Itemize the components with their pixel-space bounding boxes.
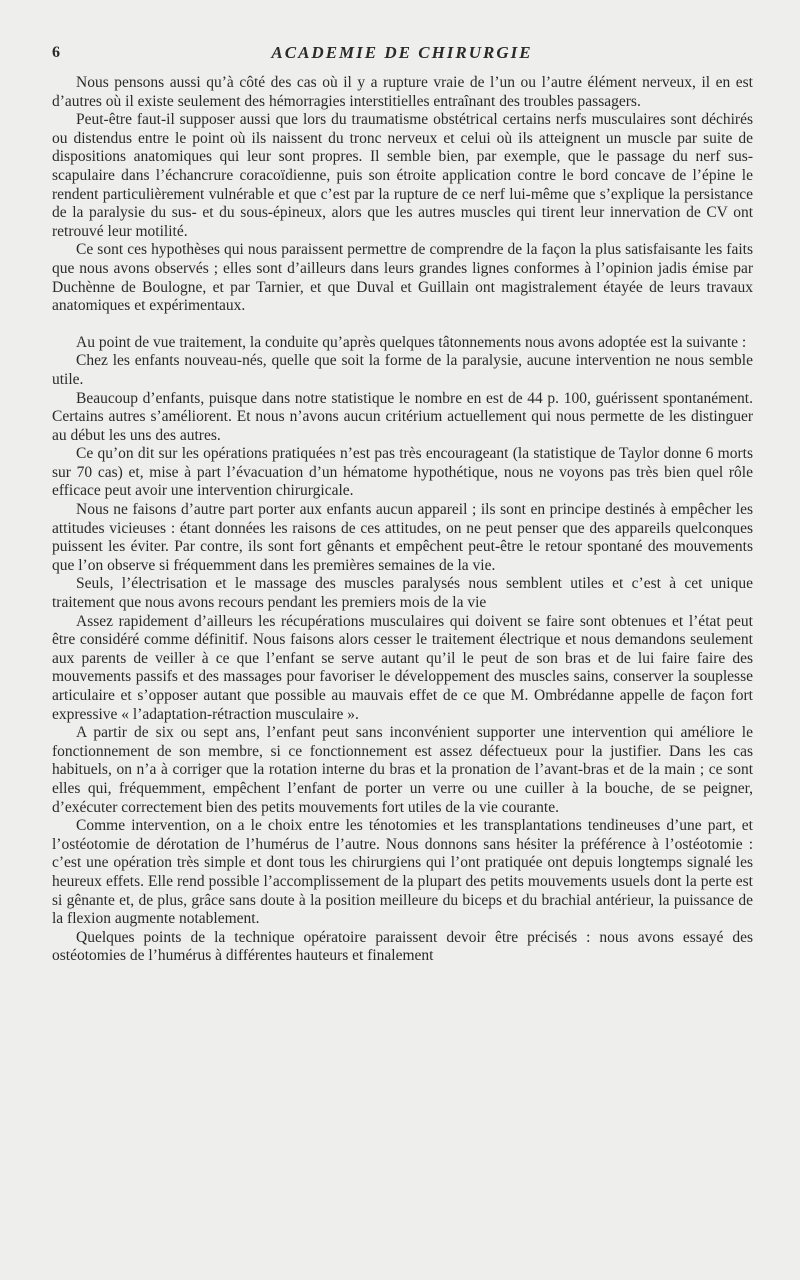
running-title: ACADEMIE DE CHIRURGIE: [271, 43, 533, 62]
paragraph: Seuls, l’électrisation et le massage des muscles paralysés nous semblent utiles et c’est à cet unique traitement que nous avons recours pendant les premiers mois de la vie: [52, 575, 753, 612]
paragraph: Chez les enfants nouveau-nés, quelle que soit la forme de la paralysie, aucune intervention ne nous semble utile.: [52, 352, 753, 388]
paragraph: Au point de vue traitement, la conduite qu’après quelques tâtonnements nous avons adoptée est la suivante :: [76, 333, 747, 351]
page-header: [52, 40, 752, 66]
paragraph: Comme intervention, on a le choix entre les ténotomies et les transplantations tendineuses d’une part, et l’ostéotomie de dérotation de l’humérus de l’autre. Nous donnons sans hésiter la préférence à l’ostéotomie : c’est une opération très simple et dont tous les chirurgiens qui l’ont pratiquée ont depuis longtemps signalé les heureux effets. Elle rend possible l’accomplissement de la plupart des petits mouvements usuels dont la perte est si gênante et, de plus, grâce sans doute à la position meilleure du biceps et du brachial antérieur, la puissance de la flexion augmente notablement.: [52, 817, 753, 928]
paragraph: Ce sont ces hypothèses qui nous paraissent permettre de comprendre de la façon la plus satisfaisante les faits que nous avons observés ; elles sont d’ailleurs dans leurs grandes lignes conformes à l’opinion jadis émise par Duchènne de Boulogne, et par Tarnier, et que Duval et Guillain ont magistralement étayée de leurs travaux anatomiques et expérimentaux.: [52, 241, 753, 315]
paragraph: Quelques points de la technique opératoire paraissent devoir être précisés : nous avons essayé des ostéotomies de l’humérus à différentes hauteurs et finalement: [52, 928, 753, 965]
paragraph: Peut-être faut-il supposer aussi que lors du traumatisme obstétrical certains nerfs musculaires sont déchirés ou distendus entre le point où ils naissent du tronc nerveux et celui où ils atteignent un muscle par suite de dispositions anatomiques qui leur sont propres. Il semble bien, par exemple, que le passage du nerf sus-scapulaire dans l’échancrure coracoïdienne, puis son étroite application contre le bord concave de l’épine le rendent particulièrement vulnérable et que c’est par la rupture de ce nerf lui-même que s’explique la persistance de la paralysie du sus- et du sous-épineux, alors que les autres muscles qui tirent leur innervation de CV ont retrouvé leur motilité.: [52, 111, 753, 240]
paragraph: Nous pensons aussi qu’à côté des cas où il y a rupture vraie de l’un ou l’autre élément nerveux, il en est d’autres où il existe seulement des hémorragies interstitielles entraînant des troubles passagers.: [52, 74, 753, 110]
page-number: 6: [52, 44, 60, 61]
paragraph: Beaucoup d’enfants, puisque dans notre statistique le nombre en est de 44 p. 100, guérissent spontanément. Certains autres s’améliorent. Et nous n’avons aucun critérium actuellement qui nous permette de les distinguer au début les uns des autres.: [52, 389, 753, 444]
paragraph: Assez rapidement d’ailleurs les récupérations musculaires qui doivent se faire sont obtenues et l’état peut être considéré comme définitif. Nous faisons alors cesser le traitement électrique et nous demandons seulement aux parents de veiller à ce que l’enfant se serve autant qu’il le peut de son bras et de lui faire faire des mouvements passifs et des massages pour favoriser le développement des muscles sains, conserver la souplesse articulaire et s’opposer autant que possible au mauvais effet de ce que M. Ombrédanne appelle de façon fort expressive « l’adaptation-rétraction musculaire ».: [52, 612, 753, 723]
paragraph: Nous ne faisons d’autre part porter aux enfants aucun appareil ; ils sont en principe destinés à empêcher les attitudes vicieuses : étant données les raisons de ces attitudes, on ne peut penser que des appareils quelconques puissent les éviter. Par contre, ils sont fort gênants et empêchent peut-être le retour spontané des mouvements que l’on observe si fréquemment dans les premières semaines de la vie.: [52, 501, 753, 574]
body-text: [52, 74, 753, 966]
paragraph: Ce qu’on dit sur les opérations pratiquées n’est pas très encourageant (la statistique de Taylor donne 6 morts sur 70 cas) et, mise à part l’évacuation d’un hématome hypothétique, nous ne voyons pas très bien quel rôle efficace peut avoir une intervention chirurgicale.: [52, 445, 753, 500]
paragraph: A partir de six ou sept ans, l’enfant peut sans inconvénient supporter une intervention qui améliore le fonctionnement de son membre, si ce fonctionnement est assez défectueux pour la justifier. Dans les cas habituels, on n’a à corriger que la rotation interne du bras et la pronation de l’avant-bras et de la main ; ce sont elles qui, fréquemment, empêchent l’enfant de porter un verre ou une cuiller à la bouche, de se peigner, d’exécuter correctement bien des petits mouvements fort utiles de la vie courante.: [52, 724, 753, 816]
